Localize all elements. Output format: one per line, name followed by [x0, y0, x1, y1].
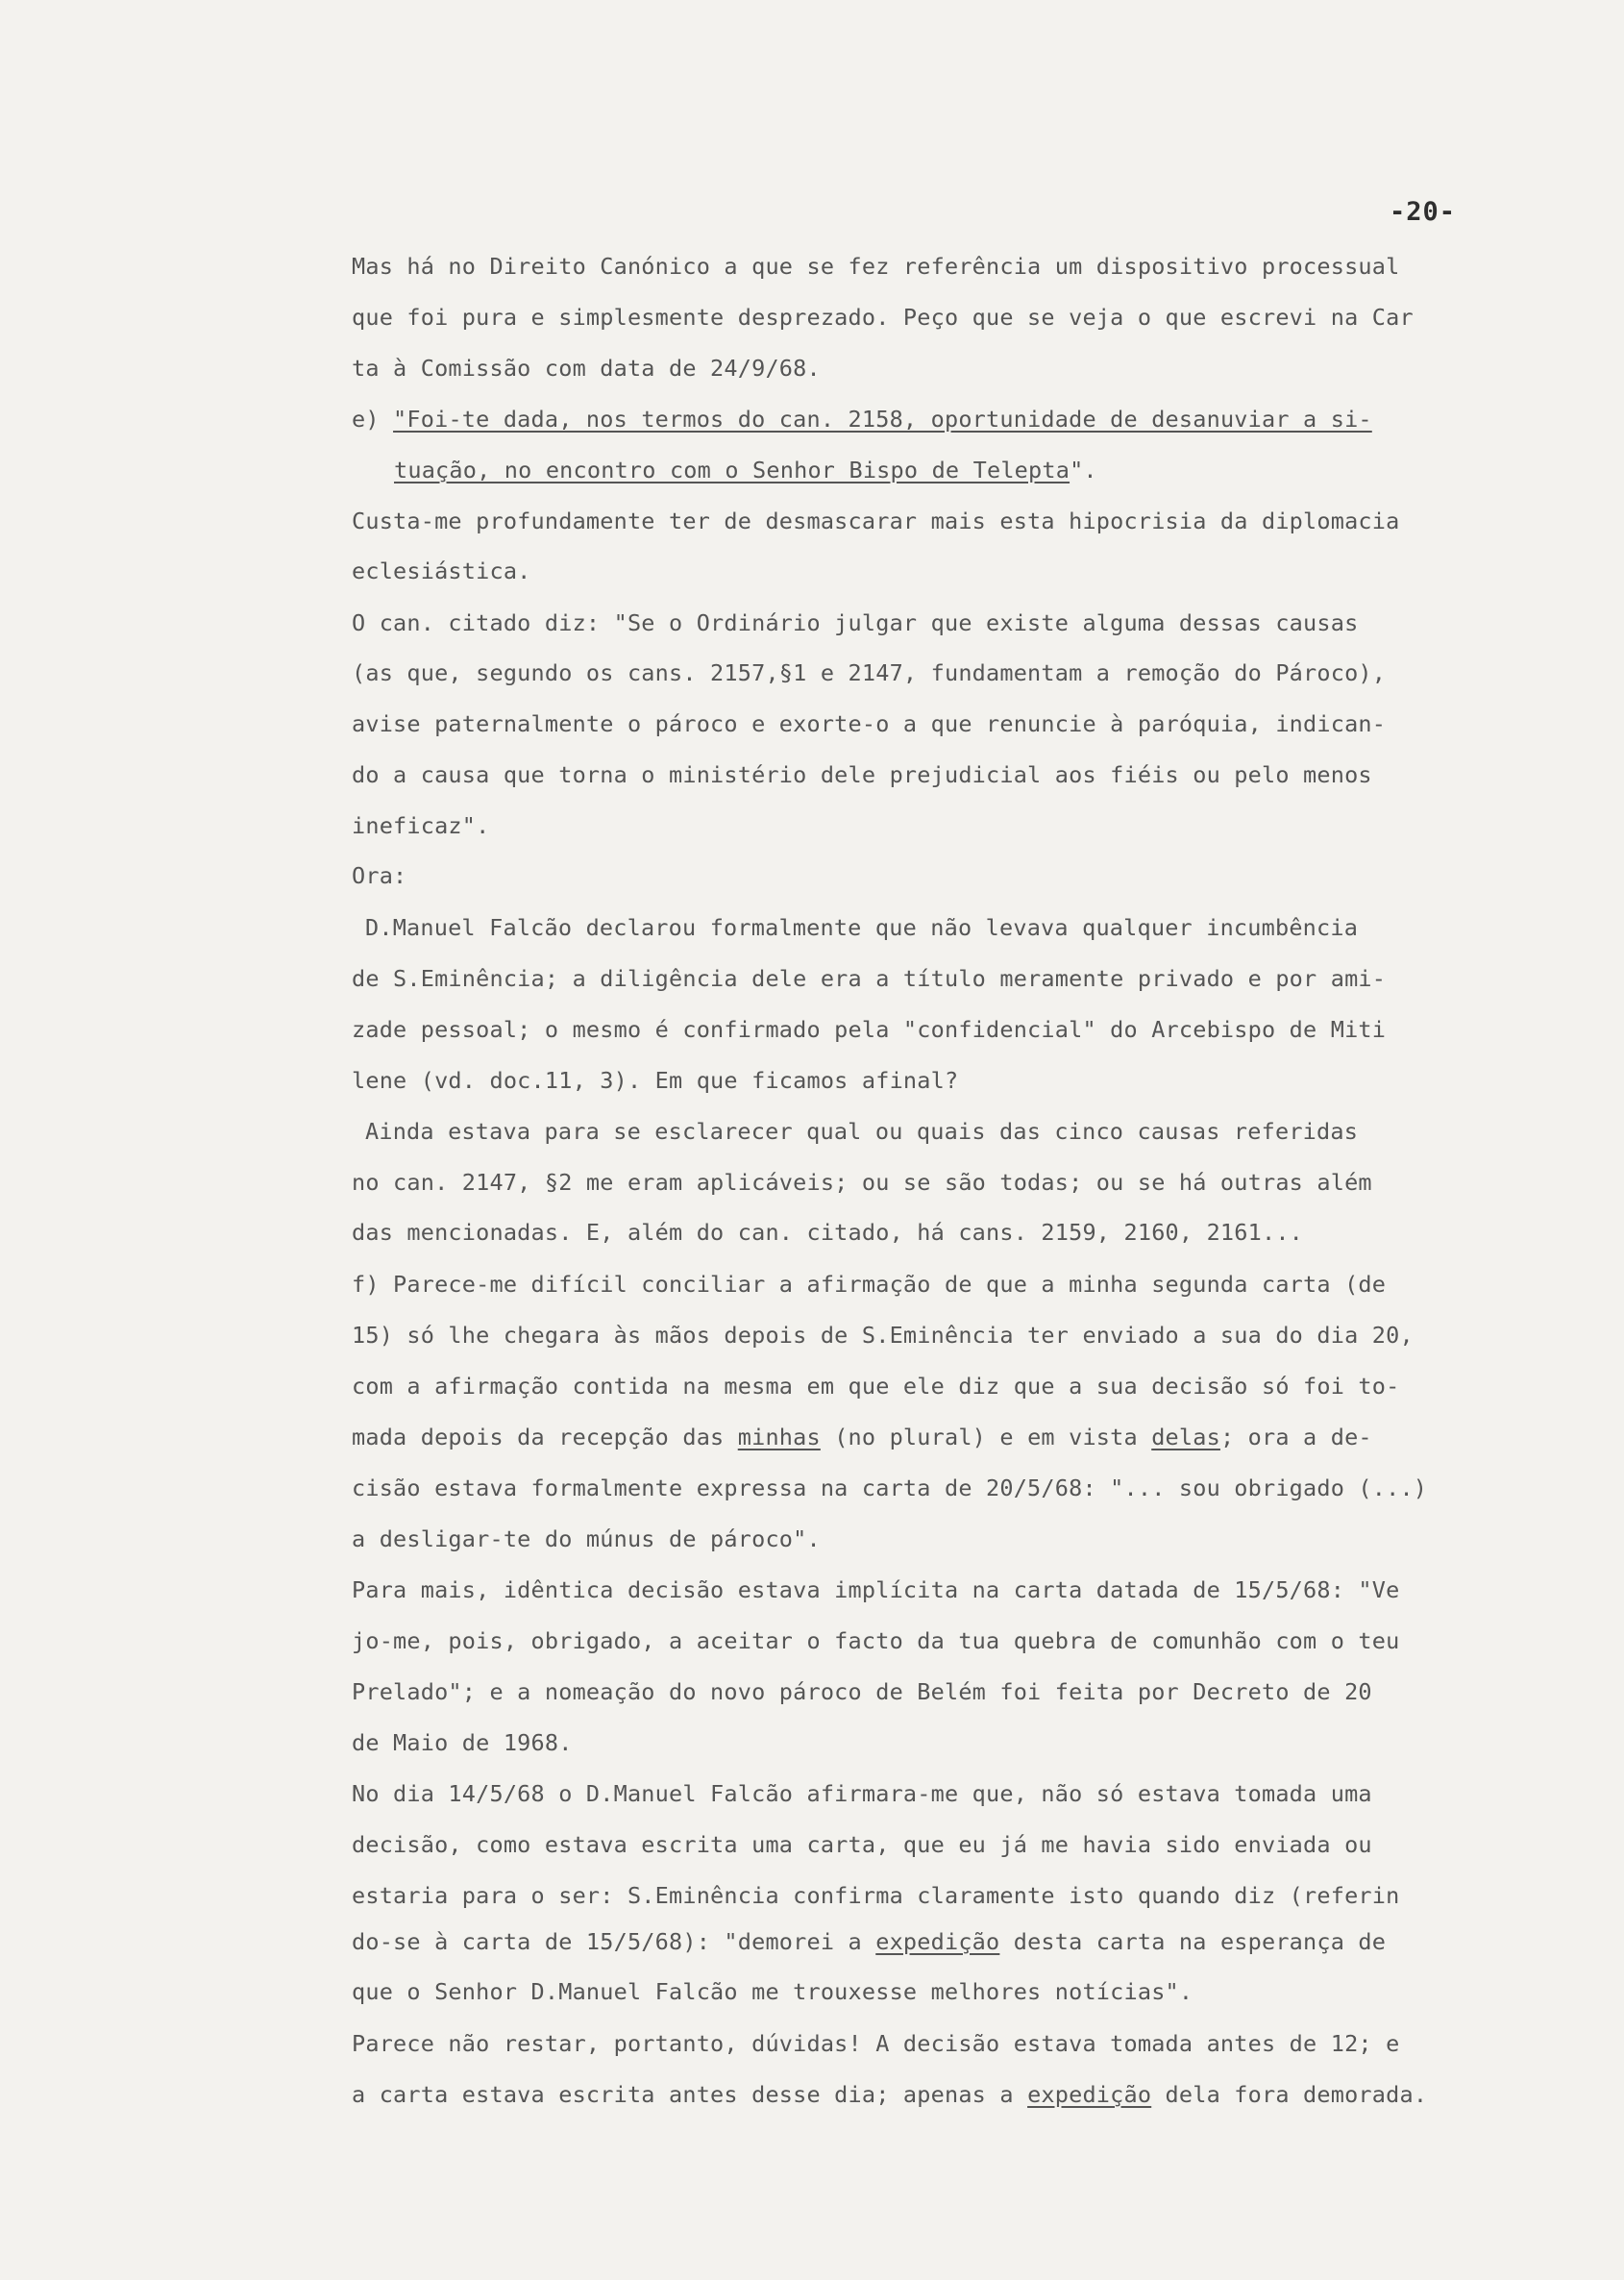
line-text: mada depois da recepção das [352, 1424, 738, 1450]
line-text: Custa-me profundamente ter de desmascarar mais esta hipocrisia da diplomacia [352, 508, 1400, 534]
text-line [352, 1322, 1414, 1349]
line-text: zade pessoal; o mesmo é confirmado pela "confidencial" do Arcebispo de Miti [352, 1016, 1387, 1043]
line-text: f) Parece-me difícil conciliar a afirmação de que a minha segunda carta (de [352, 1271, 1387, 1298]
line-text: dela fora demorada. [1151, 2081, 1428, 2108]
text-line [352, 1373, 1399, 1400]
line-text: No dia 14/5/68 o D.Manuel Falcão afirmara-me que, não só estava tomada uma [352, 1780, 1372, 1807]
line-text: D.Manuel Falcão declarou formalmente que não levava qualquer incumbência [365, 914, 1359, 941]
underlined-text: delas [1151, 1424, 1220, 1450]
line-text: 15) só lhe chegara às mãos depois de S.Eminência ter enviado a sua do dia 20, [352, 1322, 1414, 1349]
text-line [352, 862, 406, 889]
line-text: Ainda estava para se esclarecer qual ou quais das cinco causas referidas [365, 1118, 1359, 1145]
text-line [352, 812, 489, 839]
underlined-text: expedição [1027, 2081, 1152, 2108]
line-text: no can. 2147, §2 me eram aplicáveis; ou se são todas; ou se há outras além [352, 1169, 1372, 1196]
line-text: decisão, como estava escrita uma carta, que eu já me havia sido enviada ou [352, 1831, 1372, 1858]
text-line [352, 2030, 1399, 2057]
line-text: a carta estava escrita antes desse dia; apenas a [352, 2081, 1028, 2108]
line-text: do-se à carta de 15/5/68): "demorei a [352, 1928, 876, 1955]
line-text: ta à Comissão com data de 24/9/68. [352, 355, 821, 382]
text-line [352, 1978, 1193, 2005]
line-text: Prelado"; e a nomeação do novo pároco de Belém foi feita por Decreto de 20 [352, 1678, 1372, 1705]
text-line [352, 1424, 1372, 1450]
line-text: Mas há no Direito Canónico a que se fez referência um dispositivo processual [352, 253, 1400, 280]
line-text: que o Senhor D.Manuel Falcão me trouxesse melhores notícias". [352, 1978, 1193, 2005]
text-line [352, 761, 1372, 788]
line-text: Parece não restar, portanto, dúvidas! A decisão estava tomada antes de 12; e [352, 2030, 1400, 2057]
text-line [352, 710, 1386, 737]
line-text: eclesiástica. [352, 558, 531, 584]
text-line [394, 457, 1097, 483]
line-text: Ora: [352, 862, 407, 889]
text-line [352, 1525, 821, 1552]
underlined-text: expedição [875, 1928, 1000, 1955]
line-text: (no plural) e em vista [820, 1424, 1152, 1450]
text-line [352, 2081, 1427, 2108]
line-text: de Maio de 1968. [352, 1729, 573, 1756]
line-text: lene (vd. doc.11, 3). Em que ficamos afinal? [352, 1067, 959, 1094]
text-line [352, 609, 1358, 636]
line-text: e) [352, 406, 394, 433]
line-text: (as que, segundo os cans. 2157,§1 e 2147, fundamentam a remoção do Pároco), [352, 659, 1387, 686]
line-text: das mencionadas. E, além do can. citado, há cans. 2159, 2160, 2161... [352, 1219, 1304, 1246]
line-text: Para mais, idêntica decisão estava implícita na carta datada de 15/5/68: "Ve [352, 1576, 1400, 1603]
text-line [352, 304, 1414, 331]
line-text: O can. citado diz: "Se o Ordinário julgar que existe alguma dessas causas [352, 609, 1359, 636]
text-line [352, 1169, 1372, 1196]
line-text: estaria para o ser: S.Eminência confirma claramente isto quando diz (referin [352, 1882, 1400, 1909]
line-text: ". [1070, 457, 1097, 483]
line-text: a desligar-te do múnus de pároco". [352, 1525, 821, 1552]
underlined-text: minhas [737, 1424, 821, 1450]
text-line [352, 1729, 573, 1756]
text-line [352, 659, 1386, 686]
text-line [352, 1627, 1399, 1654]
text-line [352, 1928, 1386, 1955]
text-line [352, 406, 1372, 433]
underlined-text: tuação, no encontro com o Senhor Bispo de Telepta [394, 457, 1070, 483]
line-text: avise paternalmente o pároco e exorte-o a que renuncie à paróquia, indican- [352, 710, 1387, 737]
text-line [352, 1475, 1427, 1501]
page-number: -20- [1390, 197, 1457, 227]
line-text: de S.Eminência; a diligência dele era a título meramente privado e por ami- [352, 965, 1387, 992]
line-text: do a causa que torna o ministério dele prejudicial aos fiéis ou pelo menos [352, 761, 1372, 788]
text-line [352, 1016, 1386, 1043]
text-line [365, 914, 1358, 941]
text-line [352, 965, 1386, 992]
text-line [352, 253, 1399, 280]
text-line [352, 1576, 1399, 1603]
line-text: jo-me, pois, obrigado, a aceitar o facto da tua quebra de comunhão com o teu [352, 1627, 1400, 1654]
line-text: que foi pura e simplesmente desprezado. Peço que se veja o que escrevi na Car [352, 304, 1414, 331]
line-text: ; ora a de- [1219, 1424, 1372, 1450]
line-text: cisão estava formalmente expressa na carta de 20/5/68: "... sou obrigado (...) [352, 1475, 1428, 1501]
underlined-text: "Foi-te dada, nos termos do can. 2158, oportunidade de desanuviar a si- [393, 406, 1372, 433]
line-text: ineficaz". [352, 812, 490, 839]
line-text: com a afirmação contida na mesma em que ele diz que a sua decisão só foi to- [352, 1373, 1400, 1400]
text-line [365, 1118, 1358, 1145]
text-line [352, 1067, 958, 1094]
text-line [352, 558, 531, 584]
text-line [352, 1780, 1372, 1807]
text-line [352, 1271, 1386, 1298]
text-line [352, 508, 1399, 534]
text-line [352, 1831, 1372, 1858]
text-line [352, 355, 821, 382]
text-line [352, 1882, 1399, 1909]
text-line [352, 1678, 1372, 1705]
text-line [352, 1219, 1303, 1246]
line-text: desta carta na esperança de [999, 1928, 1387, 1955]
